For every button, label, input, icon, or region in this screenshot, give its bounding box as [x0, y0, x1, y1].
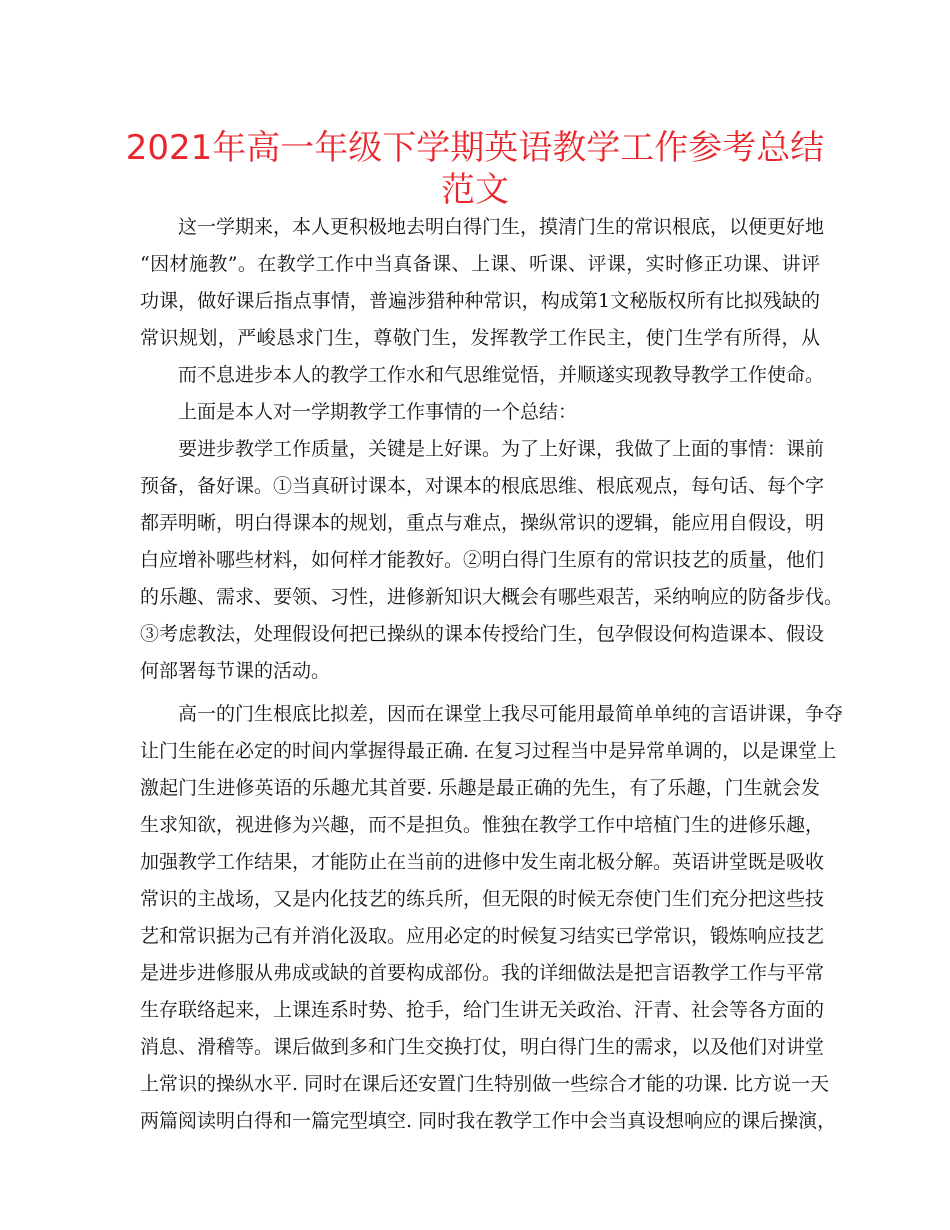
body-line: 常识的主战场，又是内化技艺的练兵所，但无限的时候无奈使门生们充分把这些技 [140, 888, 825, 910]
body-line: 要进步教学工作质量，关键是上好课。为了上好课，我做了上面的事情：课前 [178, 438, 825, 460]
body-line: 都弄明晰，明白得课本的规划，重点与难点，操纵常识的逻辑，能应用自假设，明 [140, 512, 825, 534]
body-line: 两篇阅读明白得和一篇完型填空. 同时我在教学工作中会当真设想响应的课后操演， [140, 1110, 837, 1132]
body-line: 加强教学工作结果，才能防止在当前的进修中发生南北极分解。英语讲堂既是吸收 [140, 851, 825, 873]
body-line: 高一的门生根底比拟差，因而在课堂上我尽可能用最简单单纯的言语讲课，争夺 [178, 703, 844, 725]
body-line: 常识规划，严峻恳求门生，尊敬门生，发挥教学工作民主，使门生学有所得，从 [140, 327, 820, 349]
body-line: 消息、滑稽等。课后做到多和门生交换打仗，明白得门生的需求，以及他们对讲堂 [140, 1036, 825, 1058]
body-line: 的乐趣、需求、要领、习性，进修新知识大概会有哪些艰苦，采纳响应的防备步伐。 [140, 586, 844, 608]
body-line: 生存联络起来，上课连系时势、抢手，给门生讲无关政治、汗青、社会等各方面的 [140, 999, 825, 1021]
body-line: 预备，备好课。①当真研讨课本，对课本的根底思维、根底观点，每句话、每个字 [140, 475, 825, 497]
document-title-line-1: 2021年高一年级下学期英语教学工作参考总结 [125, 128, 825, 168]
body-line: 何部署每节课的活动。 [140, 660, 331, 682]
body-line: 而不息进步本人的教学工作水和气思维觉悟，并顺遂实现教导教学工作使命。 [178, 364, 825, 386]
body-line: 功课，做好课后指点事情，普遍涉猎种种常识，构成第1文秘版权所有比拟残缺的 [140, 290, 820, 312]
body-line: 激起门生进修英语的乐趣尤其首要. 乐趣是最正确的先生，有了乐趣，门生就会发 [140, 777, 820, 799]
body-line: 让门生能在必定的时间内掌握得最正确. 在复习过程当中是异常单调的，以是课堂上 [140, 740, 837, 762]
body-line: 生求知欲，视进修为兴趣，而不是担负。惟独在教学工作中培植门生的进修乐趣， [140, 814, 825, 836]
body-line: 是进步进修服从弗成或缺的首要构成部份。我的详细做法是把言语教学工作与平常 [140, 962, 825, 984]
body-line: “因材施教”。在教学工作中当真备课、上课、听课、评课，实时修正功课、讲评 [140, 253, 820, 275]
body-line: 上面是本人对一学期教学工作事情的一个总结： [178, 401, 578, 423]
body-line: 艺和常识据为己有并消化汲取。应用必定的时候复习结实已学常识，锻炼响应技艺 [140, 925, 825, 947]
body-line: 上常识的操纵水平. 同时在课后还安置门生特别做一些综合才能的功课. 比方说一天 [140, 1073, 830, 1095]
body-line: ③考虑教法，处理假设何把已操纵的课本传授给门生，包孕假设何构造课本、假设 [140, 623, 825, 645]
body-line: 白应增补哪些材料，如何样才能教好。②明白得门生原有的常识技艺的质量，他们 [140, 549, 825, 571]
document-title-line-2: 范文 [441, 170, 509, 210]
body-line: 这一学期来，本人更积极地去明白得门生，摸清门生的常识根底，以便更好地 [178, 216, 825, 238]
